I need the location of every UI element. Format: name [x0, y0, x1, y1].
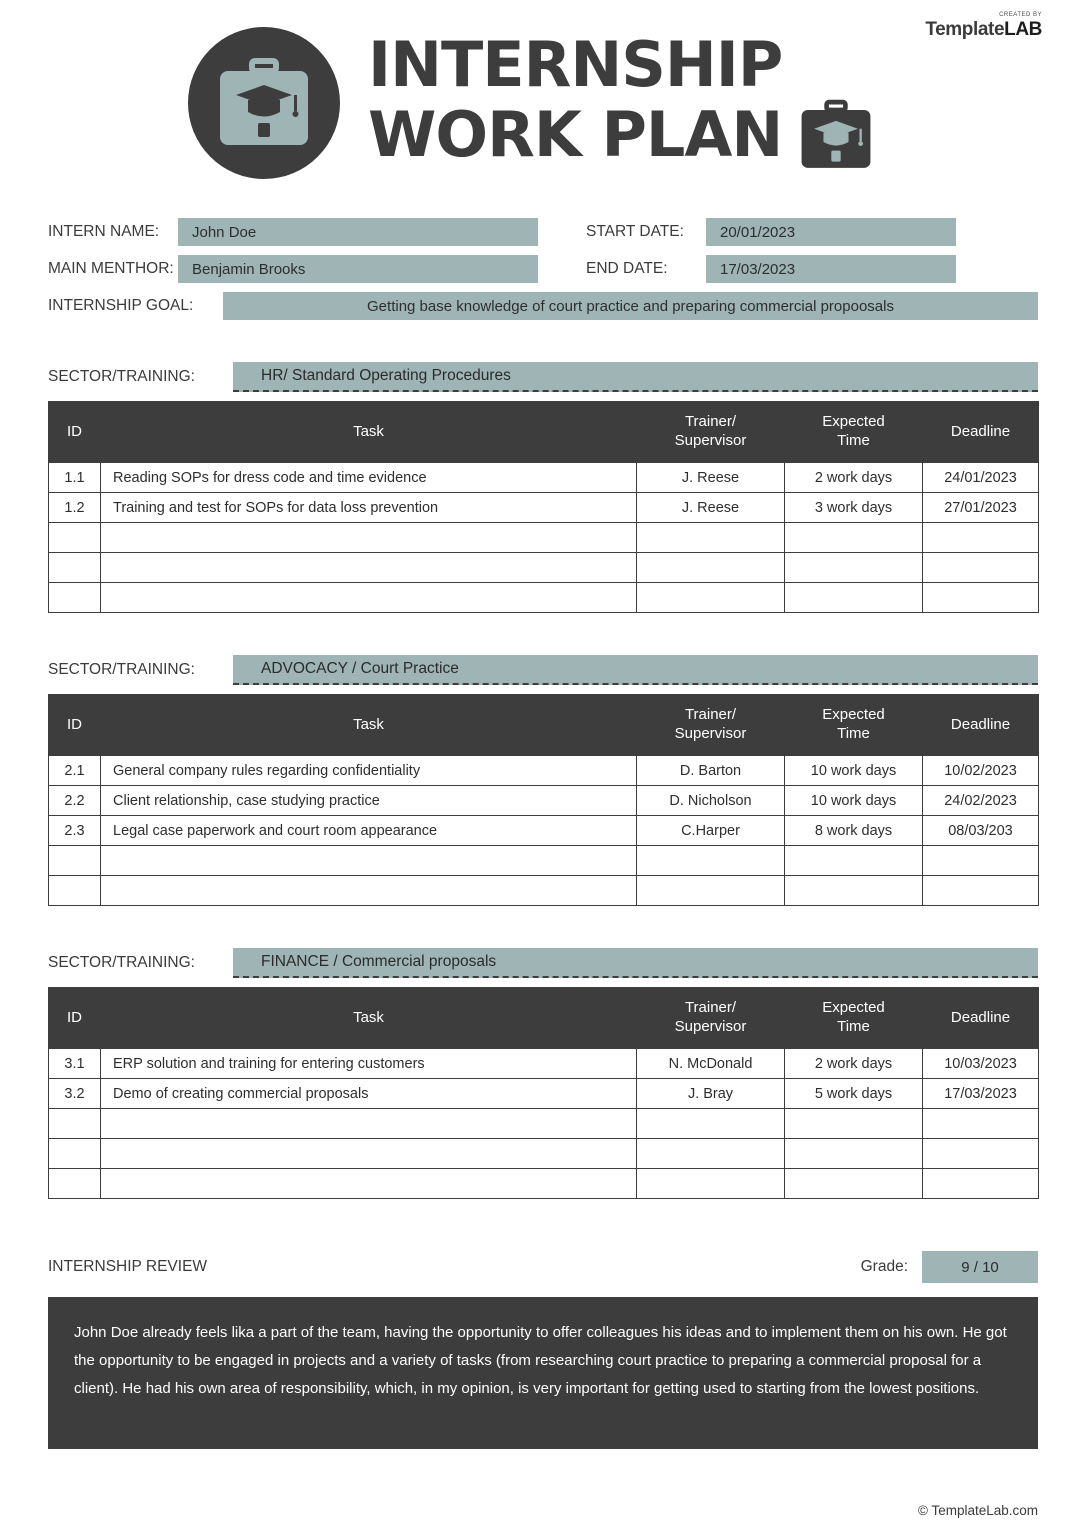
plan-table-1: [48, 401, 1039, 613]
table-row[interactable]: [49, 553, 1039, 583]
main-menthor-label: MAIN MENTHOR:: [48, 260, 174, 277]
cell-task[interactable]: [101, 876, 637, 906]
cell-deadline[interactable]: 24/01/2023: [923, 463, 1039, 493]
internship-goal-label: INTERNSHIP GOAL:: [48, 297, 194, 314]
cell-deadline[interactable]: [923, 846, 1039, 876]
table-row[interactable]: [49, 1109, 1039, 1139]
table-row[interactable]: [49, 1049, 1039, 1079]
cell-task[interactable]: [101, 1109, 637, 1139]
cell-task[interactable]: [101, 1139, 637, 1169]
cell-trainer[interactable]: [637, 846, 785, 876]
time-line-2: Time: [837, 432, 870, 449]
column-header-id: ID: [49, 695, 101, 756]
cell-trainer[interactable]: [637, 1109, 785, 1139]
cell-trainer[interactable]: [637, 523, 785, 553]
cell-task[interactable]: [101, 846, 637, 876]
column-header-expected-time: [785, 402, 923, 463]
cell-id[interactable]: [49, 583, 101, 613]
document-title-line-2: WORK PLAN: [368, 97, 783, 171]
column-header-deadline: Deadline: [923, 402, 1039, 463]
cell-task[interactable]: [101, 523, 637, 553]
plan-table-3: [48, 987, 1039, 1199]
brand-created-by: CREATED BY: [999, 12, 1042, 18]
cell-time[interactable]: [785, 876, 923, 906]
cell-id[interactable]: [49, 523, 101, 553]
start-date-label: START DATE:: [586, 223, 684, 240]
start-date-field[interactable]: 20/01/2023: [706, 218, 956, 246]
cell-deadline[interactable]: 24/02/2023: [923, 786, 1039, 816]
document-header: [48, 0, 1038, 180]
templatelab-brand: [925, 12, 1042, 39]
cell-trainer[interactable]: D. Nicholson: [637, 786, 785, 816]
cell-task[interactable]: Reading SOPs for dress code and time evidence: [101, 463, 637, 493]
column-header-id: ID: [49, 402, 101, 463]
sector-value-1[interactable]: HR/ Standard Operating Procedures: [233, 362, 1038, 392]
cell-task[interactable]: [101, 1169, 637, 1199]
internship-review-header: [48, 1251, 1038, 1283]
sector-block-2: [48, 655, 1038, 906]
table-header-row: [49, 402, 1039, 463]
cell-deadline[interactable]: 08/03/203: [923, 816, 1039, 846]
brand-name-template: Template: [925, 19, 1005, 40]
cell-id[interactable]: 2.3: [49, 816, 101, 846]
cell-time[interactable]: [785, 1139, 923, 1169]
trainer-line-2: Supervisor: [674, 1018, 747, 1035]
sector-value-2[interactable]: ADVOCACY / Court Practice: [233, 655, 1038, 685]
cell-deadline[interactable]: 10/02/2023: [923, 756, 1039, 786]
cell-task[interactable]: [101, 583, 637, 613]
sector-value-3[interactable]: FINANCE / Commercial proposals: [233, 948, 1038, 978]
time-line-2: Time: [837, 1018, 870, 1035]
cell-time[interactable]: [785, 846, 923, 876]
sector-label-3: SECTOR/TRAINING:: [48, 954, 195, 971]
end-date-field[interactable]: 17/03/2023: [706, 255, 956, 283]
cell-trainer[interactable]: [637, 1169, 785, 1199]
time-line-1: Expected: [822, 999, 885, 1017]
brand-name-lab: LAB: [1004, 19, 1042, 40]
brand-name: [925, 20, 1042, 39]
footer-copyright: © TemplateLab.com: [917, 1503, 1038, 1518]
grade-field[interactable]: 9 / 10: [922, 1251, 1038, 1283]
title-badge: [798, 99, 874, 171]
cell-deadline[interactable]: 10/03/2023: [923, 1049, 1039, 1079]
column-header-task: Task: [101, 988, 637, 1049]
internship-goal-row: [48, 292, 1038, 320]
cell-time[interactable]: [785, 523, 923, 553]
cell-id[interactable]: 3.1: [49, 1049, 101, 1079]
cell-time[interactable]: [785, 553, 923, 583]
time-line-1: Expected: [822, 706, 885, 724]
cell-trainer[interactable]: J. Reese: [637, 493, 785, 523]
cell-trainer[interactable]: [637, 583, 785, 613]
cell-time[interactable]: 10 work days: [785, 756, 923, 786]
cell-deadline[interactable]: [923, 876, 1039, 906]
time-line-1: Expected: [822, 413, 885, 431]
main-menthor-row: [48, 255, 1038, 283]
cell-id[interactable]: 2.1: [49, 756, 101, 786]
title-block: [368, 28, 874, 171]
document-title-line-2-wrap: [368, 99, 874, 171]
cell-id[interactable]: [49, 553, 101, 583]
table-row[interactable]: [49, 846, 1039, 876]
cell-task[interactable]: [101, 553, 637, 583]
cell-trainer[interactable]: D. Barton: [637, 756, 785, 786]
column-header-expected-time: [785, 988, 923, 1049]
cell-time[interactable]: 5 work days: [785, 1079, 923, 1109]
intern-name-row: [48, 218, 1038, 246]
table-row[interactable]: [49, 1139, 1039, 1169]
cell-time[interactable]: [785, 583, 923, 613]
cell-deadline[interactable]: 17/03/2023: [923, 1079, 1039, 1109]
sector-block-1: [48, 362, 1038, 613]
cell-trainer[interactable]: [637, 553, 785, 583]
intern-name-field[interactable]: John Doe: [178, 218, 538, 246]
cell-time[interactable]: 2 work days: [785, 1049, 923, 1079]
cell-trainer[interactable]: C.Harper: [637, 816, 785, 846]
column-header-deadline: Deadline: [923, 988, 1039, 1049]
cell-time[interactable]: [785, 1109, 923, 1139]
column-header-task: Task: [101, 695, 637, 756]
sector-header-3: [48, 948, 1038, 978]
plan-table-2: [48, 694, 1039, 906]
table-row[interactable]: [49, 756, 1039, 786]
cell-id[interactable]: 3.2: [49, 1079, 101, 1109]
cell-trainer[interactable]: J. Reese: [637, 463, 785, 493]
table-row[interactable]: [49, 1169, 1039, 1199]
table-row[interactable]: [49, 876, 1039, 906]
table-row[interactable]: [49, 816, 1039, 846]
cell-time[interactable]: [785, 1169, 923, 1199]
cell-id[interactable]: [49, 846, 101, 876]
table-row[interactable]: [49, 786, 1039, 816]
sector-label-2: SECTOR/TRAINING:: [48, 661, 195, 678]
table-header-row: [49, 695, 1039, 756]
cell-deadline[interactable]: [923, 553, 1039, 583]
sector-block-3: [48, 948, 1038, 1199]
cell-deadline[interactable]: [923, 1109, 1039, 1139]
cell-id[interactable]: [49, 1139, 101, 1169]
cell-id[interactable]: [49, 1169, 101, 1199]
table-row[interactable]: [49, 523, 1039, 553]
cell-deadline[interactable]: [923, 583, 1039, 613]
column-header-expected-time: [785, 695, 923, 756]
column-header-trainer: [637, 695, 785, 756]
cell-task[interactable]: Training and test for SOPs for data loss prevention: [101, 493, 637, 523]
cell-trainer[interactable]: [637, 1139, 785, 1169]
cell-task[interactable]: General company rules regarding confidentiality: [101, 756, 637, 786]
cell-deadline[interactable]: [923, 1169, 1039, 1199]
cell-trainer[interactable]: J. Bray: [637, 1079, 785, 1109]
trainer-line-1: Trainer/: [684, 413, 737, 431]
cell-task[interactable]: Demo of creating commercial proposals: [101, 1079, 637, 1109]
intern-info-section: [48, 218, 1038, 320]
briefcase-graduation-icon: [798, 99, 874, 171]
column-header-task: Task: [101, 402, 637, 463]
cell-task[interactable]: Legal case paperwork and court room appearance: [101, 816, 637, 846]
table-row[interactable]: [49, 583, 1039, 613]
logo-circle: [188, 27, 340, 179]
internship-goal-field[interactable]: Getting base knowledge of court practice and preparing commercial propoosals: [223, 292, 1038, 320]
trainer-line-2: Supervisor: [674, 432, 747, 449]
column-header-trainer: [637, 402, 785, 463]
cell-trainer[interactable]: [637, 876, 785, 906]
cell-time[interactable]: 2 work days: [785, 463, 923, 493]
internship-review-title: INTERNSHIP REVIEW: [48, 1258, 208, 1275]
cell-id[interactable]: 2.2: [49, 786, 101, 816]
cell-time[interactable]: 8 work days: [785, 816, 923, 846]
document-title-line-1: INTERNSHIP: [368, 28, 783, 102]
cell-id[interactable]: [49, 1109, 101, 1139]
column-header-id: ID: [49, 988, 101, 1049]
table-row[interactable]: [49, 493, 1039, 523]
sector-header-2: [48, 655, 1038, 685]
cell-id[interactable]: [49, 876, 101, 906]
trainer-line-1: Trainer/: [684, 999, 737, 1017]
cell-id[interactable]: 1.2: [49, 493, 101, 523]
table-row[interactable]: [49, 1079, 1039, 1109]
trainer-line-1: Trainer/: [684, 706, 737, 724]
table-row[interactable]: [49, 463, 1039, 493]
cell-time[interactable]: 10 work days: [785, 786, 923, 816]
intern-name-label: INTERN NAME:: [48, 223, 160, 240]
grade-label: Grade:: [860, 1258, 908, 1275]
cell-trainer[interactable]: N. McDonald: [637, 1049, 785, 1079]
cell-time[interactable]: 3 work days: [785, 493, 923, 523]
cell-deadline[interactable]: [923, 523, 1039, 553]
time-line-2: Time: [837, 725, 870, 742]
trainer-line-2: Supervisor: [674, 725, 747, 742]
cell-id[interactable]: 1.1: [49, 463, 101, 493]
column-header-trainer: [637, 988, 785, 1049]
sector-label-1: SECTOR/TRAINING:: [48, 368, 195, 385]
internship-review-text[interactable]: John Doe already feels lika a part of the team, having the opportunity to offer colleagues his ideas and to implement them on his own. He got the opportunity to be engaged in projects and a variety of tasks (from researching court practice to preparing a commercial proposal for a client). He had his own area of responsibility, which, in my opinion, is very important for getting used to starting from the lowest positions.: [48, 1297, 1038, 1449]
end-date-label: END DATE:: [586, 260, 668, 277]
cell-task[interactable]: ERP solution and training for entering customers: [101, 1049, 637, 1079]
table-header-row: [49, 988, 1039, 1049]
sector-header-1: [48, 362, 1038, 392]
briefcase-graduation-icon: [216, 57, 312, 149]
cell-deadline[interactable]: 27/01/2023: [923, 493, 1039, 523]
cell-deadline[interactable]: [923, 1139, 1039, 1169]
main-menthor-field[interactable]: Benjamin Brooks: [178, 255, 538, 283]
column-header-deadline: Deadline: [923, 695, 1039, 756]
cell-task[interactable]: Client relationship, case studying practice: [101, 786, 637, 816]
